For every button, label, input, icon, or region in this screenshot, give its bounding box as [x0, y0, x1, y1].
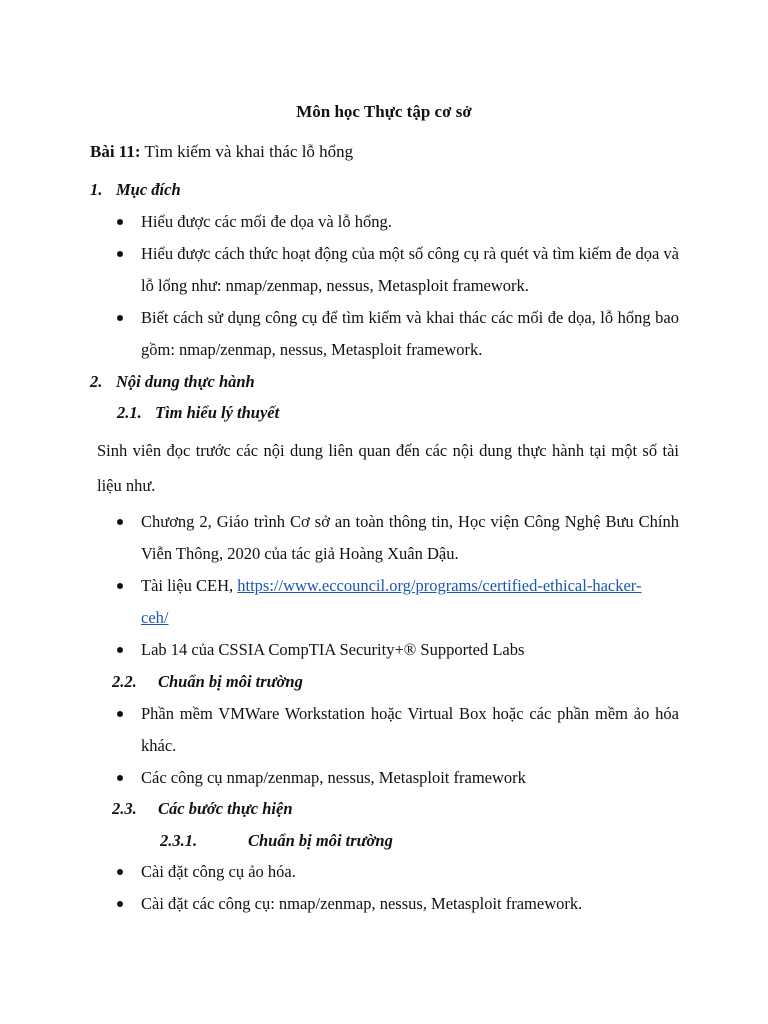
bullet-text: Phần mềm VMWare Workstation hoặc Virtual Box hoặc các phần mềm ảo hóa khác.: [141, 704, 679, 755]
section-2-heading: [90, 366, 255, 398]
section-2-number: 2.: [90, 372, 103, 391]
bullet-icon: [117, 647, 123, 653]
bullet-text: Hiểu được các mối đe dọa và lỗ hổng.: [141, 212, 392, 231]
section-2-3-1-heading: [160, 825, 393, 857]
bullet-text: Chương 2, Giáo trình Cơ sở an toàn thông tin, Học viện Công Nghệ Bưu Chính Viễn Thông, 2020 của tác giả Hoàng Xuân Dậu.: [141, 512, 679, 563]
list-item: [117, 302, 679, 366]
lesson-title: Tìm kiếm và khai thác lỗ hổng: [144, 142, 354, 161]
bullet-text: Các công cụ nmap/zenmap, nessus, Metasploit framework: [141, 768, 526, 787]
bullet-icon: [117, 251, 123, 257]
section-2-3-title: Các bước thực hiện: [158, 799, 293, 818]
section-1-heading: [90, 174, 181, 206]
bullet-text: Biết cách sử dụng công cụ để tìm kiếm và khai thác các mối đe dọa, lỗ hổng bao gồm: nmap/zenmap, nessus, Metasploit framework.: [141, 308, 679, 359]
section-2-3-heading: [112, 793, 293, 825]
bullet-text: Hiểu được cách thức hoạt động của một số công cụ rà quét và tìm kiếm đe dọa và lỗ lổng như: nmap/zenmap, nessus, Metasploit framework.: [141, 244, 679, 295]
bullet-icon: [117, 901, 123, 907]
section-2-title: Nội dung thực hành: [116, 372, 255, 391]
list-item: [117, 762, 679, 794]
ceh-link-line1: https://www.eccouncil.org/programs/certified-ethical-hacker-: [237, 576, 642, 595]
section-2-1-number: 2.1.: [117, 403, 142, 422]
list-item: [117, 206, 679, 238]
bullet-icon: [117, 711, 123, 717]
section-2-1-title: Tìm hiểu lý thuyết: [155, 403, 280, 422]
ceh-prefix: Tài liệu CEH,: [141, 576, 238, 595]
bullet-icon: [117, 219, 123, 225]
bullet-icon: [117, 775, 123, 781]
section-2-2-title: Chuẩn bị môi trường: [158, 672, 303, 691]
section-2-1-bullets: [117, 506, 679, 666]
list-item: [117, 856, 679, 888]
lesson-heading: [90, 136, 353, 168]
section-1-number: 1.: [90, 180, 103, 199]
section-2-3-1-bullets: [117, 856, 679, 920]
section-2-2-number: 2.2.: [112, 672, 137, 691]
section-1-title: Mục đích: [116, 180, 181, 199]
list-item: [117, 888, 679, 920]
list-item: [117, 570, 679, 634]
bullet-text: Cài đặt các công cụ: nmap/zenmap, nessus, Metasploit framework.: [141, 894, 583, 913]
list-item: [117, 634, 679, 666]
bullet-icon: [117, 519, 123, 525]
section-1-bullets: [117, 206, 679, 366]
list-item: [117, 698, 679, 762]
bullet-icon: [117, 583, 123, 589]
bullet-icon: [117, 869, 123, 875]
section-2-1-heading: [117, 397, 279, 429]
section-2-3-number: 2.3.: [112, 799, 137, 818]
document-title: Môn học Thực tập cơ sở: [296, 102, 472, 121]
section-2-3-1-number: 2.3.1.: [160, 831, 198, 850]
lesson-label: Bài 11:: [90, 142, 141, 161]
list-item: [117, 506, 679, 570]
section-2-2-bullets: [117, 698, 679, 794]
section-2-3-1-title: Chuẩn bị môi trường: [248, 831, 393, 850]
bullet-icon: [117, 315, 123, 321]
section-2-1-paragraph: Sinh viên đọc trước các nội dung liên quan đến các nội dung thực hành tại một số tài liệu như.: [97, 441, 679, 495]
section-2-2-heading: [112, 666, 303, 698]
bullet-text: Lab 14 của CSSIA CompTIA Security+® Supported Labs: [141, 640, 525, 659]
bullet-text: Cài đặt công cụ ảo hóa.: [141, 862, 296, 881]
ceh-link-line2: ceh/: [141, 608, 169, 627]
list-item: [117, 238, 679, 302]
